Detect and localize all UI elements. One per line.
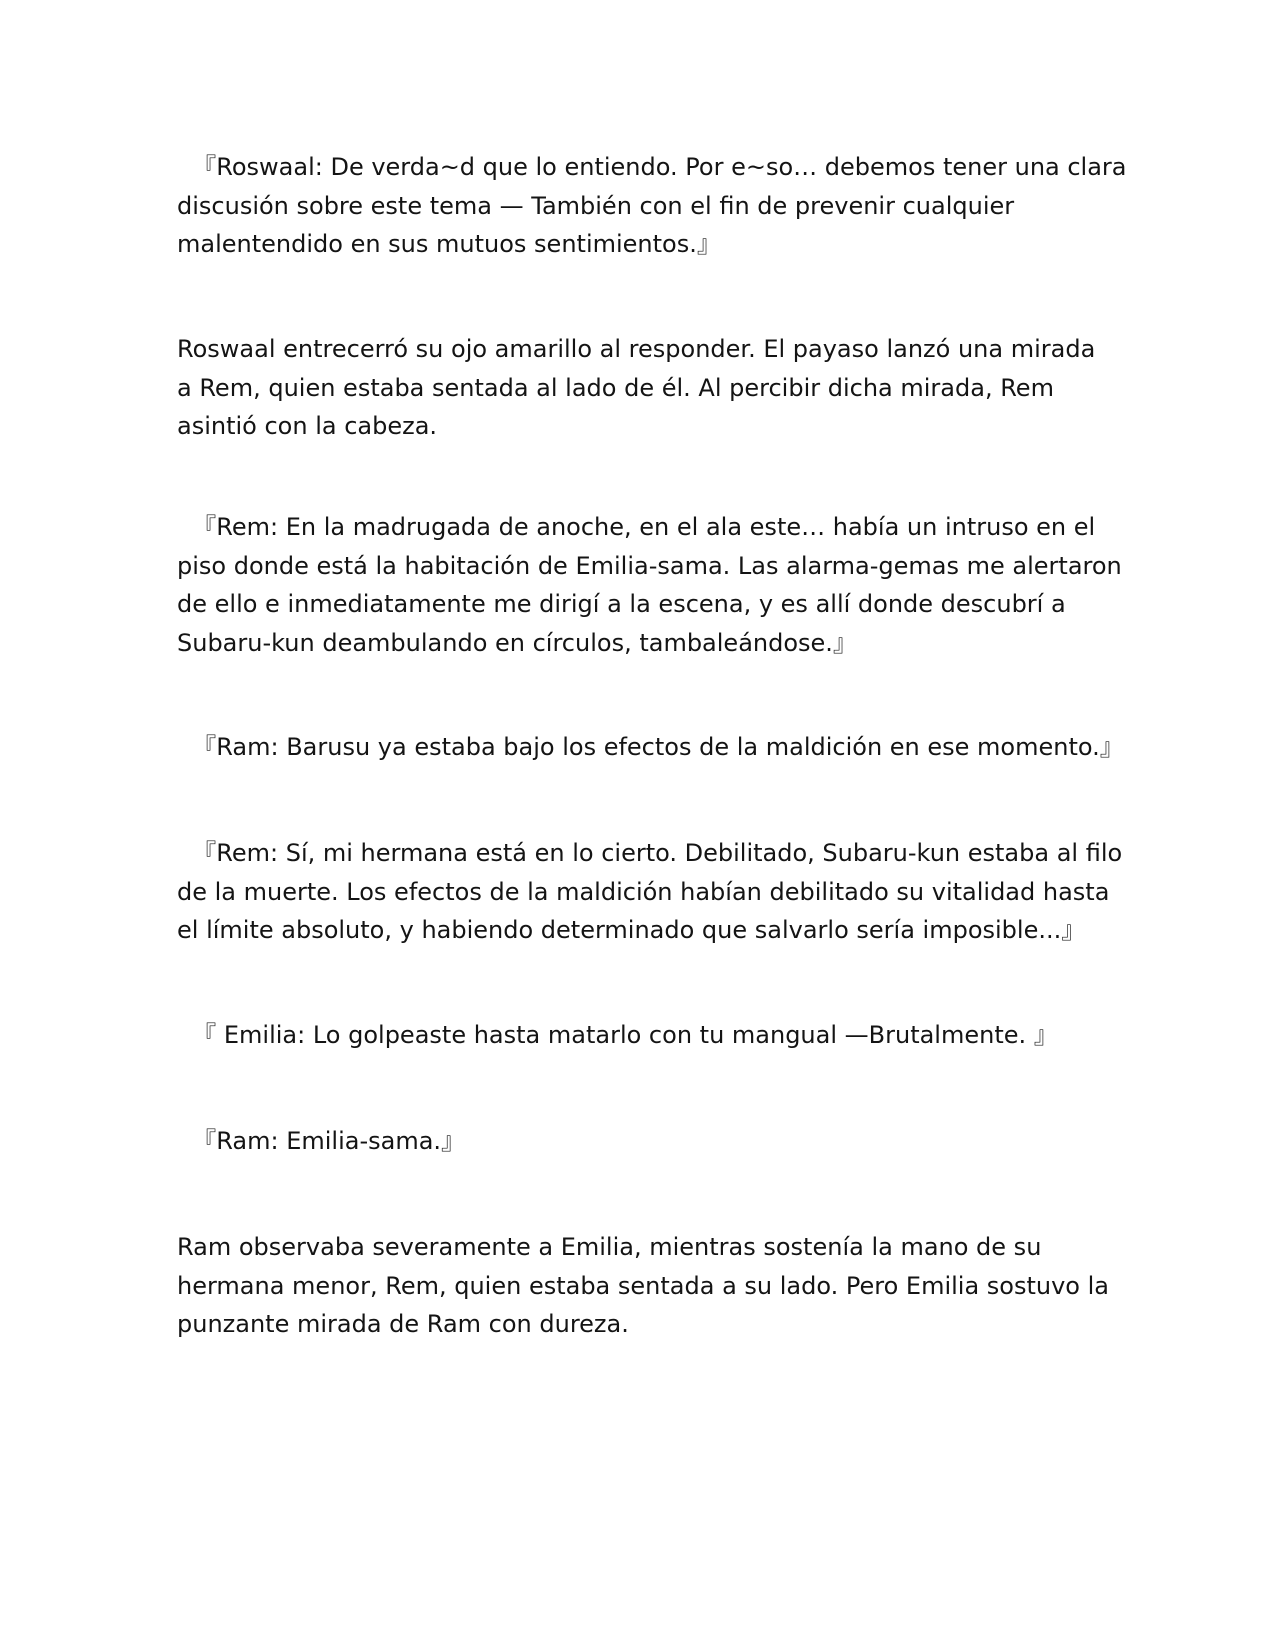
text-line: el límite absoluto, y habiendo determinado que salvarlo sería imposible...』 xyxy=(177,916,1086,944)
text-line: hermana menor, Rem, quien estaba sentada a su lado. Pero Emilia sostuvo la xyxy=(177,1271,1109,1300)
text-line: 『Ram: Emilia-sama.』 xyxy=(177,1127,466,1155)
paragraph-ram-dialogue xyxy=(177,728,1124,767)
text-line: punzante mirada de Ram con dureza. xyxy=(177,1310,629,1338)
text-line: 『Roswaal: De verda~d que lo entiendo. Por e~so… debemos tener una clara xyxy=(177,153,1127,181)
paragraph-emilia-dialogue xyxy=(177,1016,1107,1055)
paragraph-rem-dialogue xyxy=(177,508,1122,662)
text-line: piso donde está la habitación de Emilia-sama. Las alarma-gemas me alertaron xyxy=(177,551,1122,580)
text-line: asintió con la cabeza. xyxy=(177,412,438,440)
paragraph-rem-dialogue-2 xyxy=(177,834,1123,950)
text-line: 『Rem: Sí, mi hermana está en lo cierto. Debilitado, Subaru-kun estaba al filo xyxy=(177,839,1123,867)
text-line: Subaru-kun deambulando en círculos, tambaleándose.』 xyxy=(177,628,857,657)
text-line: 『 Emilia: Lo golpeaste hasta matarlo con tu mangual —Brutalmente. 』 xyxy=(177,1021,1058,1049)
paragraph-ram-narration xyxy=(177,1228,1107,1344)
text-line: Ram observaba severamente a Emilia, mientras sostenía la mano de su xyxy=(177,1233,1042,1261)
text-line: 『Ram: Barusu ya estaba bajo los efectos de la maldición en ese momento.』 xyxy=(177,733,1124,761)
text-line: a Rem, quien estaba sentada al lado de él. Al percibir dicha mirada, Rem xyxy=(177,373,1054,402)
text-line: Roswaal entrecerró su ojo amarillo al responder. El payaso lanzó una mirada xyxy=(177,335,1096,363)
text-line: 『Rem: En la madrugada de anoche, en el ala este… había un intruso en el xyxy=(177,513,1096,541)
paragraph-roswaal-narration xyxy=(177,330,1107,446)
text-line: malentendido en sus mutuos sentimientos.』 xyxy=(177,230,721,258)
paragraph-ram-dialogue-2 xyxy=(177,1122,1107,1161)
paragraph-roswaal-dialogue xyxy=(177,148,1127,264)
text-line: de ello e inmediatamente me dirigí a la escena, y es allí donde descubrí a xyxy=(177,590,1066,618)
text-line: discusión sobre este tema — También con el fin de prevenir cualquier xyxy=(177,191,1015,220)
text-line: de la muerte. Los efectos de la maldición habían debilitado su vitalidad hasta xyxy=(177,877,1110,906)
